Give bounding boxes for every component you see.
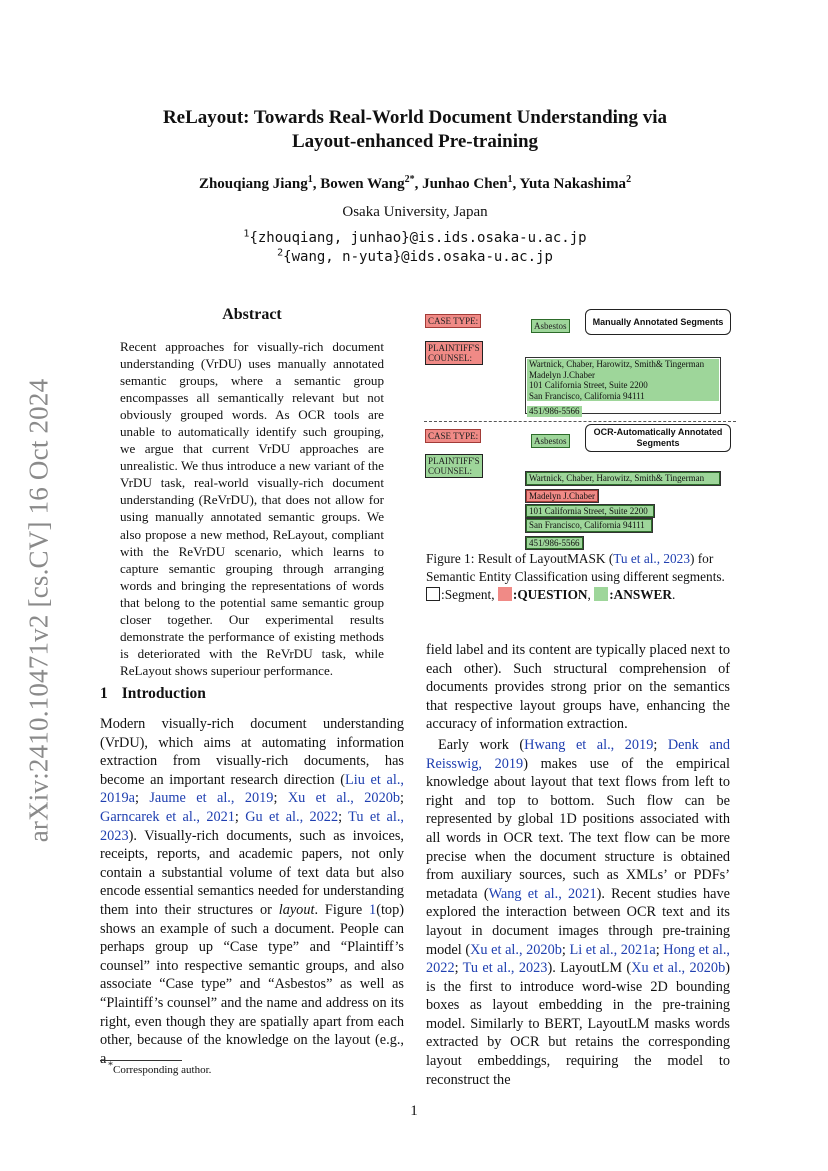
abstract-heading: Abstract bbox=[222, 306, 282, 323]
address-line: 451/986-5566 bbox=[526, 537, 583, 550]
question-tag-case-type: CASE TYPE: bbox=[425, 314, 481, 328]
ocr-address-lines bbox=[525, 471, 721, 551]
answer-block-address bbox=[525, 357, 721, 417]
paper-title bbox=[100, 106, 730, 154]
address-line: 101 California Street, Suite 2200 bbox=[527, 380, 719, 391]
title-line-1: ReLayout: Towards Real-World Document Understanding via bbox=[162, 107, 668, 128]
author-name: Junhao Chen bbox=[422, 176, 508, 192]
answer-tag-asbestos: Asbestos bbox=[531, 319, 570, 333]
footnote: *Corresponding author. bbox=[108, 1060, 212, 1076]
page-number: 1 bbox=[410, 1103, 418, 1119]
paragraph: field label and its content are typically placed next to each other). Such structural comprehension of documents provides strong prior on the semantics that respective layout groups have, enhancing the accuracy of information extraction. bbox=[426, 642, 730, 733]
author-list: Zhouqiang Jiang$^1$, Bowen Wang$^{2*}$, Junhao Chen$^1$, Yuta Nakashima$^2$ bbox=[198, 174, 632, 192]
answer-tag-asbestos-ocr: Asbestos bbox=[531, 434, 570, 448]
segment-legend-swatch bbox=[426, 587, 440, 601]
citation-link[interactable]: Hwang et al., 2019 bbox=[524, 736, 654, 753]
figure-caption: Figure 1: Result of LayoutMASK (Tu et al., 2023) for Semantic Entity Classification using different segments. :Segment, :QUESTION, :ANSWER. bbox=[426, 551, 725, 602]
address-line: Wartnick, Chaber, Harowitz, Smith& Tingerman bbox=[527, 359, 719, 370]
address-line: 101 California Street, Suite 2200 bbox=[526, 505, 654, 518]
email-line-2: $^2${wang, n-yuta}@ids.osaka-u.ac.jp bbox=[277, 247, 553, 265]
affiliation: Osaka University, Japan bbox=[342, 204, 488, 220]
citation-link[interactable]: Wang et al., 2021 bbox=[488, 885, 597, 902]
figure-divider bbox=[424, 421, 736, 422]
citation-link[interactable]: Xu et al., 2020b bbox=[631, 960, 726, 977]
citation-link[interactable]: Xu et al., 2020b bbox=[470, 941, 562, 958]
address-line: San Francisco, California 94111 bbox=[526, 519, 652, 532]
paragraph: Early work (Hwang et al., 2019; Denk and Reisswig, 2019) makes use of the empirical knowledge about layout that text flows from left to right and top to bottom. Such flow can be represented by global 1D positions associated with all words in OCR text. The text flow can be more precise when the document structure is obtained from auxiliary sources, such as XMLs’ or PDFs’ metadata (Wang et al., 2021). Recent studies have explored the interaction between OCR text and its layout in document images through pre-training model (Xu et al., 2020b; Li et al., 2021a; Hong et al., 2022; Tu et al., 2023). LayoutLM (Xu et al., 2020b) is the first to introduce word-wise 2D bounding boxes as layout embedding in the pre-training model. Similarly to BERT, LayoutLM masks words extracted by OCR but retains the corresponding layout embeddings, requiring the model to reconstruct the bbox=[426, 736, 731, 1088]
citation-link[interactable]: Liu et al., 2019a bbox=[100, 771, 404, 807]
intro-paragraph: Modern visually-rich document understanding (VrDU), which aims at automating information extraction from visually-rich documents, has become an important research direction (Liu et al., 2019a; Jaume et al., 2019; Xu et al., 2020b; Garncarek et al., 2021; Gu et al., 2022; Tu et al., 2023). Visually-rich documents, such as invoices, receipts, reports, and academic papers, not only contain a substantial volume of text data but also encode essential semantics needed for understanding them into their structures or layout. Figure 1(top) shows an example of such a document. People can perhaps group up “Case type” and “Plaintiff’s counsel” into respective semantic groups, and also associate “Case type” and “Asbestos” as well as “Plaintiff’s counsel” and the name and address on its right, even though they are spatially apart from each other, because of the knowledge on the layout (e.g., a bbox=[100, 716, 405, 1067]
citation-link[interactable]: Tu et al., 2023 bbox=[462, 960, 548, 977]
citation-link[interactable]: Xu et al., 2020b bbox=[287, 790, 401, 807]
answer-tag-plaintiff-ocr: PLAINTIFF'S COUNSEL: bbox=[425, 454, 483, 478]
manual-segments-label: Manually Annotated Segments bbox=[585, 309, 731, 335]
figure-ref-link[interactable]: 1 bbox=[369, 901, 377, 918]
question-tag-plaintiff: PLAINTIFF'S COUNSEL: bbox=[425, 341, 483, 365]
right-column-text bbox=[426, 641, 730, 1089]
citation-link[interactable]: Hong et al., 2022 bbox=[426, 941, 731, 977]
author-name: Zhouqiang Jiang bbox=[198, 176, 308, 192]
citation-link[interactable]: Tu et al., 2023 bbox=[613, 551, 690, 566]
section-heading: 1 Introduction bbox=[100, 685, 206, 702]
author-name: Bowen Wang bbox=[320, 176, 405, 192]
email-line-1: $^1${zhouqiang, junhao}@is.ids.osaka-u.ac.jp bbox=[243, 228, 587, 246]
address-line: San Francisco, California 94111 bbox=[527, 391, 719, 402]
question-tag-case-type-ocr: CASE TYPE: bbox=[425, 429, 481, 443]
address-line: 451/986-5566 bbox=[529, 406, 580, 417]
citation-link[interactable]: Li et al., 2021a bbox=[569, 941, 656, 958]
author-name: Yuta Nakashima bbox=[519, 176, 627, 192]
citation-link[interactable]: Jaume et al., 2019 bbox=[149, 790, 274, 807]
answer-legend-swatch bbox=[594, 587, 608, 601]
abstract-body: Recent approaches for visually-rich document understanding (VrDU) uses manually annotated semantic groups, where a semantic group encompasses all semantically relevant but not obviously grouped words. As OCR tools are unable to automatically identify such grouping, we argue that current VrDU approaches are unrealistic. We thus introduce a new variant of the VrDU task, real-world visually-rich document understanding (ReVrDU), that does not allow for using manually annotated semantic groups. We also propose a new method, ReLayout, compliant with the ReVrDU scenario, which learns to capture semantic grouping through arranging words and bringing the representations of words that belong to the potential same semantic group closer together. Our experimental results demonstrate the performance of existing methods is deteriorated with the ReVrDU task, while ReLayout shows superiour performance. bbox=[120, 339, 384, 678]
citation-link[interactable]: Denk and Reisswig, 2019 bbox=[426, 736, 730, 772]
citation-link[interactable]: Garncarek et al., 2021 bbox=[100, 808, 235, 825]
citation-link[interactable]: Tu et al., 2023 bbox=[100, 808, 405, 844]
citation-link[interactable]: Gu et al., 2022 bbox=[245, 808, 339, 825]
question-legend-swatch bbox=[498, 587, 512, 601]
title-line-2: Layout-enhanced Pre-training bbox=[291, 131, 539, 152]
arxiv-identifier: arXiv:2410.10471v2 [cs.CV] 16 Oct 2024 bbox=[23, 378, 54, 842]
address-line: Wartnick, Chaber, Harowitz, Smith& Tingerman bbox=[526, 472, 720, 485]
figure-1 bbox=[424, 306, 736, 548]
address-line: Madelyn J.Chaber bbox=[527, 370, 719, 381]
address-line-question: Madelyn J.Chaber bbox=[526, 490, 598, 503]
ocr-segments-label: OCR-Automatically Annotated Segments bbox=[585, 424, 731, 452]
